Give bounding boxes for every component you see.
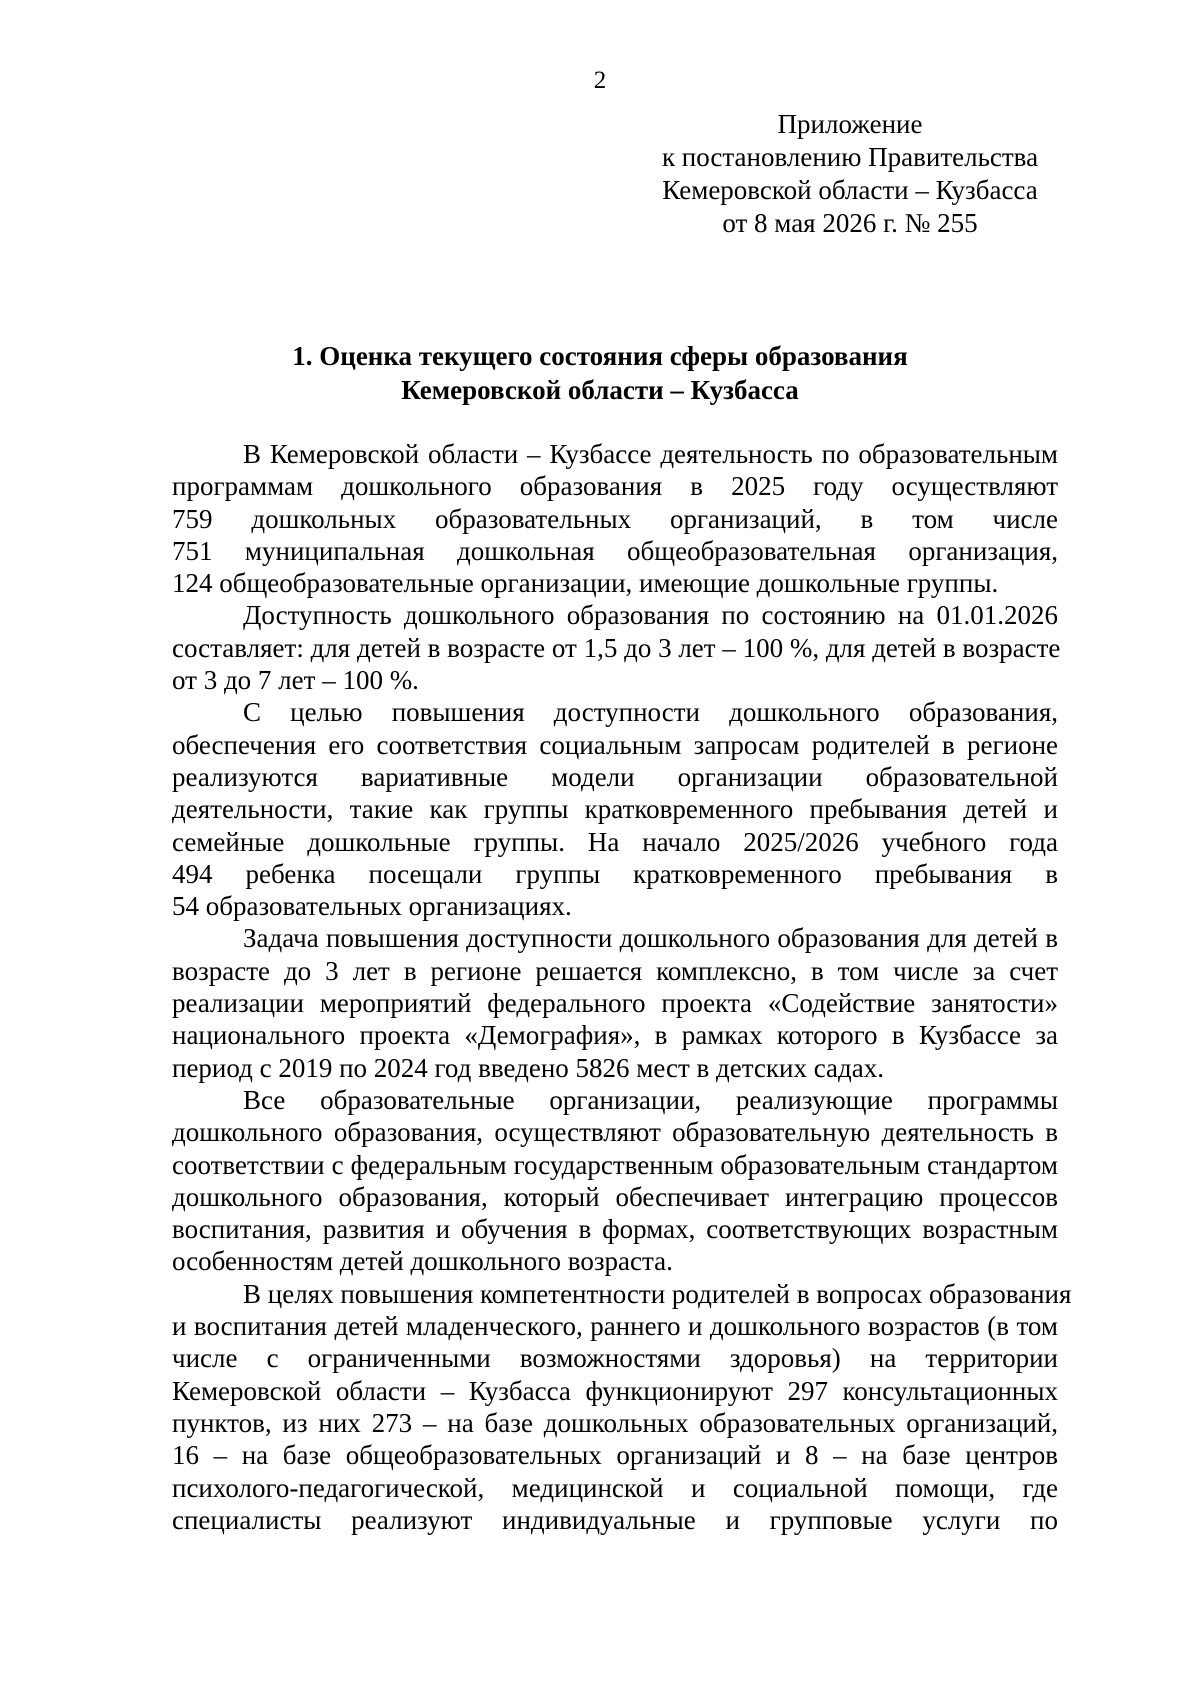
paragraph-line: реализуются вариативные модели организации образовательной — [172, 761, 1058, 792]
paragraph-line: и воспитания детей младенческого, раннего и дошкольного возрастов (в том — [172, 1311, 1058, 1342]
paragraph-line: 751 муниципальная дошкольная общеобразовательная организация, — [172, 535, 1058, 566]
paragraph — [172, 1084, 1058, 1278]
page-number: 2 — [593, 67, 607, 94]
paragraph-line: реализации мероприятий федерального проекта «Содействие занятости» — [172, 988, 1058, 1019]
paragraph-line: психолого-педагогической, медицинской и социальной помощи, где — [172, 1472, 1058, 1503]
paragraph-line: национального проекта «Демография», в рамках которого в Кузбассе за — [172, 1020, 1058, 1051]
paragraph-line: особенностям детей дошкольного возраста. — [172, 1246, 673, 1277]
paragraph-line: дошкольного образования, который обеспечивает интеграцию процессов — [172, 1181, 1058, 1212]
paragraph — [172, 922, 1058, 1083]
paragraph-line: пунктов, из них 273 – на базе дошкольных образовательных организаций, — [172, 1407, 1058, 1438]
appendix-line: Кемеровской области – Кузбасса — [662, 175, 1038, 205]
paragraph-line: дошкольного образования, осуществляют образовательную деятельность в — [172, 1117, 1058, 1148]
paragraph-line: период с 2019 по 2024 год введено 5826 мест в детских садах. — [172, 1052, 884, 1083]
paragraph — [172, 1278, 1072, 1536]
paragraph — [172, 438, 1058, 599]
paragraph-line: от 3 до 7 лет – 100 %. — [172, 665, 419, 696]
paragraph-line: составляет: для детей в возрасте от 1,5 до 3 лет – 100 %, для детей в возрасте — [172, 632, 1061, 663]
paragraph-line: возрасте до 3 лет в регионе решается комплексно, в том числе за счет — [172, 955, 1058, 986]
appendix-line: к постановлению Правительства — [661, 142, 1039, 172]
paragraph-line: Задача повышения доступности дошкольного образования для детей в — [243, 923, 1058, 954]
paragraph-line: С целью повышения доступности дошкольного образования, — [243, 697, 1058, 728]
appendix-header — [640, 108, 1060, 240]
paragraph-line: соответствии с федеральным государственным образовательным стандартом — [172, 1149, 1058, 1180]
paragraph-line: обеспечения его соответствия социальным запросам родителей в регионе — [172, 729, 1058, 760]
appendix-line: Приложение — [777, 109, 923, 139]
paragraph — [172, 599, 1061, 696]
document-body — [172, 438, 1072, 1536]
section-title-line: 1. Оценка текущего состояния сферы образования — [292, 341, 908, 371]
paragraph — [172, 696, 1058, 922]
section-title — [160, 339, 1040, 407]
appendix-date-line: от 8 мая 2026 г. № 255 — [722, 208, 978, 238]
paragraph-line: В Кемеровской области – Кузбассе деятельность по образовательным — [243, 439, 1058, 469]
paragraph-line: Все образовательные организации, реализующие программы — [243, 1084, 1058, 1115]
paragraph-line: 494 ребенка посещали группы кратковременного пребывания в — [172, 858, 1058, 889]
paragraph-line: деятельности, такие как группы кратковременного пребывания детей и — [172, 794, 1058, 825]
paragraph-line: 124 общеобразовательные организации, имеющие дошкольные группы. — [172, 568, 999, 599]
paragraph-line: Кемеровской области – Кузбасса функционируют 297 консультационных — [172, 1375, 1058, 1406]
paragraph-line: 54 образовательных организациях. — [172, 891, 572, 922]
paragraph-line: В целях повышения компетентности родителей в вопросах образования — [243, 1278, 1072, 1309]
section-title-line: Кемеровской области – Кузбасса — [401, 375, 799, 405]
paragraph-line: специалисты реализуют индивидуальные и групповые услуги по — [172, 1504, 1058, 1535]
paragraph-line: семейные дошкольные группы. На начало 2025/2026 учебного года — [172, 826, 1058, 857]
paragraph-line: 16 – на базе общеобразовательных организаций и 8 – на базе центров — [172, 1440, 1058, 1471]
paragraph-line: воспитания, развития и обучения в формах, соответствующих возрастным — [172, 1214, 1058, 1245]
paragraph-line: 759 дошкольных образовательных организаций, в том числе — [172, 503, 1058, 534]
paragraph-line: Доступность дошкольного образования по состоянию на 01.01.2026 — [243, 600, 1058, 631]
paragraph-line: числе с ограниченными возможностями здоровья) на территории — [172, 1343, 1058, 1374]
paragraph-line: программам дошкольного образования в 2025 году осуществляют — [172, 471, 1058, 502]
